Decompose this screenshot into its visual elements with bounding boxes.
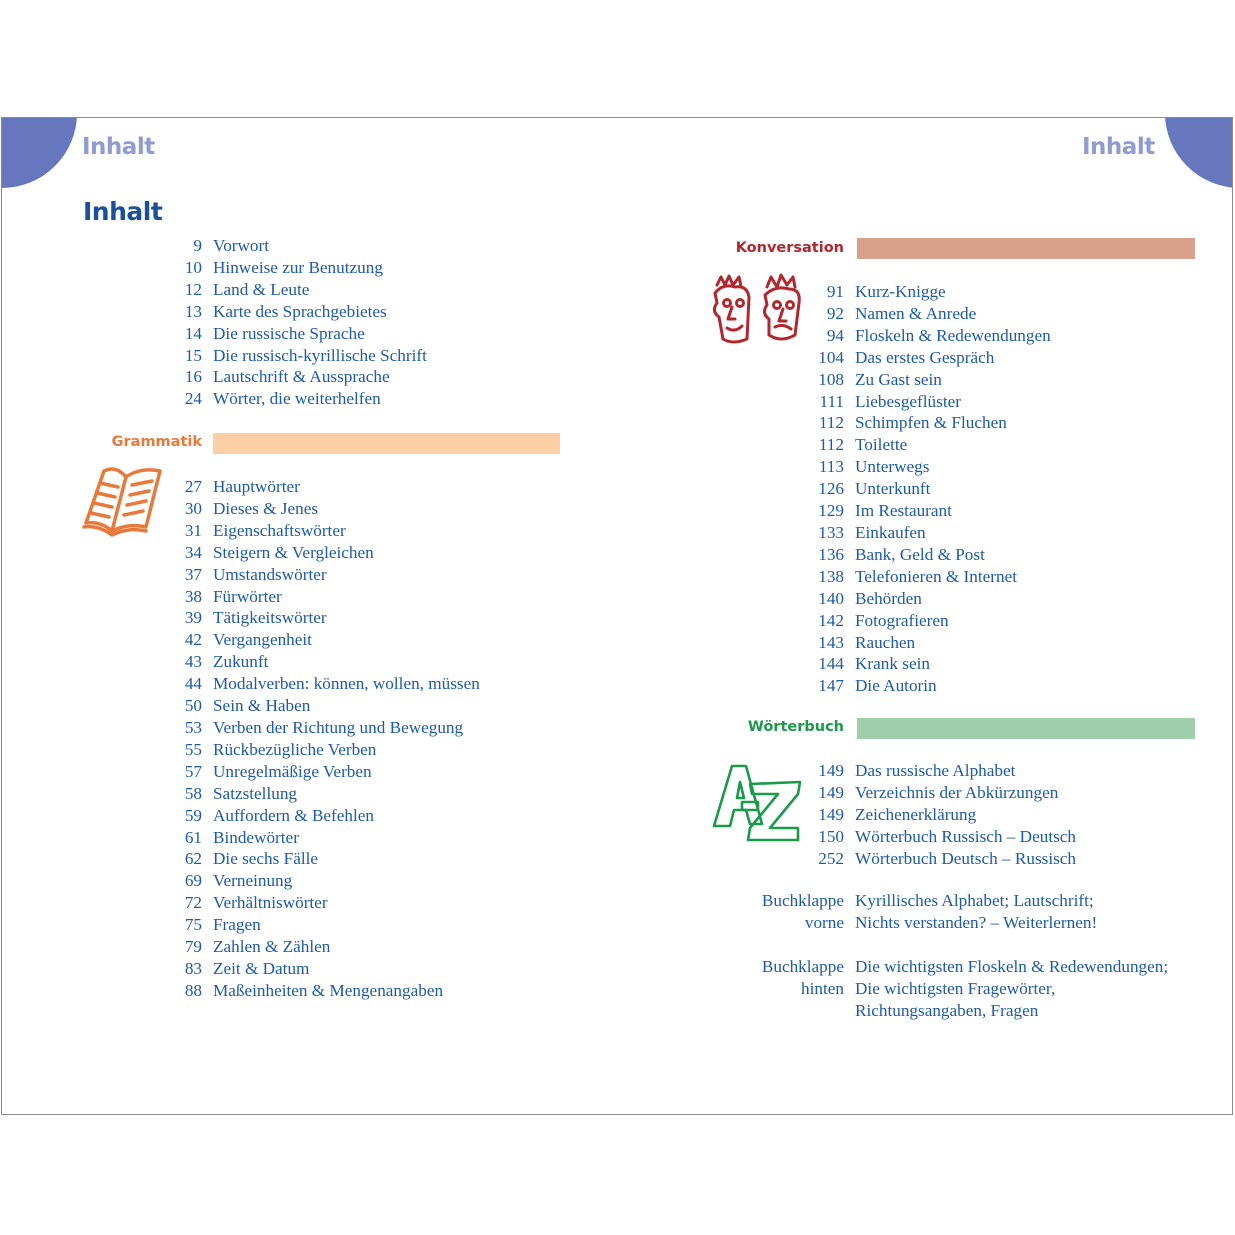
toc-page-number: 111 (819, 391, 844, 411)
toc-page-number: 129 (818, 501, 844, 521)
toc-entry[interactable] (2, 870, 480, 892)
toc-entry-title: Vorwort (213, 236, 270, 255)
toc-entry[interactable] (2, 303, 1051, 325)
woerterbuch-toc-list (2, 760, 1076, 870)
toc-page-number: 104 (818, 347, 844, 367)
toc-page-number: 142 (818, 610, 844, 630)
toc-entry-title: Land & Leute (213, 279, 310, 299)
toc-page-number: 144 (818, 654, 844, 674)
toc-page-number: 16 (184, 367, 202, 387)
toc-entry-title: Satzstellung (213, 783, 298, 803)
toc-entry-title: Krank sein (855, 654, 930, 674)
grammatik-label: Grammatik (111, 434, 202, 450)
toc-entry-title: Die russische Sprache (213, 323, 365, 343)
toc-entry-title: Umstandswörter (213, 564, 327, 584)
toc-entry-title: Steigern & Vergleichen (213, 542, 374, 562)
toc-entry-title: Im Restaurant (855, 501, 952, 521)
toc-page-number: 150 (818, 826, 844, 846)
toc-entry-title: Fragen (213, 915, 261, 935)
toc-entry-title: Unterwegs (855, 457, 930, 477)
toc-entry[interactable] (2, 675, 1051, 697)
flap-front-text-1: Kyrillisches Alphabet; Lautschrift; (855, 891, 1094, 910)
toc-entry-title: Behörden (855, 588, 922, 608)
toc-page-number: 37 (184, 564, 202, 584)
toc-entry-title: Das russische Alphabet (855, 761, 1016, 780)
toc-page-number: 53 (184, 717, 202, 737)
book-spread (1, 117, 1233, 1115)
toc-entry-title: Wörterbuch Deutsch – Russisch (855, 848, 1077, 868)
toc-entry[interactable] (2, 826, 1076, 848)
toc-page-number: 108 (818, 369, 844, 389)
toc-entry-title: Zu Gast sein (855, 369, 942, 389)
toc-page-number: 12 (184, 279, 202, 299)
toc-page-number: 75 (184, 915, 202, 935)
flap-back-text-1: Die wichtigsten Floskeln & Redewendungen; (855, 957, 1169, 976)
toc-page-number: 42 (184, 630, 202, 650)
toc-entry[interactable] (2, 566, 1051, 588)
toc-entry-title: Unregelmäßige Verben (213, 761, 372, 781)
toc-page-number: 9 (193, 236, 202, 255)
toc-page-number: 69 (184, 871, 202, 891)
toc-page-number: 10 (184, 257, 202, 277)
toc-page-number: 252 (818, 848, 844, 868)
toc-page-number: 83 (184, 958, 202, 978)
flap-back-text-2: Die wichtigsten Fragewörter, (855, 979, 1056, 998)
woerterbuch-label: Wörterbuch (747, 719, 844, 735)
flap-back-label-1: Buchklappe (761, 957, 844, 976)
toc-page-number: 138 (818, 566, 844, 586)
toc-entry-title: Zahlen & Zählen (213, 937, 331, 957)
toc-entry-title: Einkaufen (855, 522, 926, 542)
toc-entry-title: Auffordern & Befehlen (213, 805, 374, 825)
flap-front-text-2: Nichts verstanden? – Weiterlernen! (855, 913, 1098, 932)
toc-entry-title: Hinweise zur Benutzung (213, 257, 383, 277)
toc-entry-title: Zeichenerklärung (855, 804, 977, 824)
toc-entry-title: Die sechs Fälle (213, 849, 319, 869)
toc-page-number: 31 (184, 520, 202, 540)
toc-entry-title: Liebesgeflüster (855, 391, 961, 411)
toc-entry-title: Unterkunft (855, 479, 931, 499)
corner-tab-left (1, 117, 77, 188)
toc-page-number: 140 (818, 588, 844, 608)
flap-front-label-1: Buchklappe (761, 891, 844, 910)
toc-entry-title: Maßeinheiten & Mengenangaben (213, 980, 444, 1000)
konversation-toc-list (2, 281, 1051, 697)
toc-page-number: 27 (184, 477, 202, 496)
toc-entry[interactable] (2, 500, 1051, 522)
toc-entry-title: Floskeln & Redewendungen (855, 325, 1051, 345)
toc-page-number: 30 (184, 498, 202, 518)
toc-entry-title: Telefonieren & Internet (855, 566, 1017, 586)
toc-entry-title: Zukunft (213, 652, 269, 672)
running-header-right: Inhalt (1082, 134, 1155, 160)
toc-entry-title: Sein & Haben (213, 696, 311, 716)
corner-tab-right (1165, 117, 1233, 188)
page-title: Inhalt (83, 197, 163, 226)
toc-page-number: 88 (184, 980, 202, 1000)
toc-entry[interactable] (2, 739, 480, 761)
toc-entry-title: Tätigkeitswörter (213, 608, 327, 628)
toc-page-number: 55 (184, 739, 202, 759)
toc-page-number: 112 (818, 413, 844, 433)
toc-page-number: 24 (184, 389, 202, 409)
flap-front-label-2: vorne (804, 913, 844, 932)
toc-page-number: 147 (818, 676, 844, 696)
toc-entry-title: Bindewörter (213, 827, 299, 847)
konversation-bar (857, 238, 1195, 259)
woerterbuch-bar (857, 718, 1195, 739)
toc-entry[interactable] (2, 281, 1051, 303)
toc-entry-title: Das erstes Gespräch (855, 347, 995, 367)
toc-page-number: 59 (184, 805, 202, 825)
toc-entry[interactable] (2, 760, 1076, 782)
toc-page-number: 43 (184, 652, 202, 672)
toc-entry-title: Die russisch-kyrillische Schrift (213, 345, 427, 365)
toc-entry[interactable] (2, 653, 1051, 675)
toc-page-number: 91 (826, 282, 844, 301)
toc-page-number: 62 (184, 849, 202, 869)
toc-entry-title: Verzeichnis der Abkürzungen (855, 782, 1059, 802)
toc-entry[interactable] (2, 610, 1051, 632)
toc-entry[interactable] (2, 588, 1051, 610)
toc-entry-title: Verneinung (213, 871, 293, 891)
toc-entry-title: Eigenschaftswörter (213, 520, 346, 540)
toc-entry[interactable] (2, 369, 1051, 391)
toc-entry-title: Lautschrift & Aussprache (213, 367, 390, 387)
toc-entry-title: Wörter, die weiterhelfen (213, 389, 381, 409)
toc-page-number: 94 (826, 325, 844, 345)
toc-entry-title: Rauchen (855, 632, 916, 652)
toc-entry-title: Fürwörter (213, 586, 282, 606)
toc-page-number: 57 (184, 761, 202, 781)
toc-page-number: 149 (818, 782, 844, 802)
toc-entry[interactable] (2, 632, 1051, 654)
toc-entry-title: Dieses & Jenes (213, 498, 319, 518)
toc-entry-title: Verben der Richtung und Bewegung (213, 717, 464, 737)
toc-entry-title: Verhältniswörter (213, 893, 328, 913)
toc-entry[interactable] (2, 544, 1051, 566)
toc-entry-title: Die Autorin (855, 676, 937, 696)
toc-entry[interactable] (2, 936, 480, 958)
toc-entry-title: Karte des Sprachgebietes (213, 301, 387, 321)
toc-entry[interactable] (2, 456, 1051, 478)
toc-page-number: 79 (184, 937, 202, 957)
toc-page-number: 113 (818, 457, 844, 477)
toc-entry[interactable] (2, 347, 1051, 369)
toc-entry[interactable] (2, 782, 1076, 804)
toc-entry[interactable] (2, 434, 1051, 456)
toc-page-number: 126 (818, 479, 844, 499)
toc-page-number: 143 (818, 632, 844, 652)
toc-entry[interactable] (2, 257, 427, 279)
toc-page-number: 136 (818, 544, 844, 564)
toc-entry[interactable] (2, 804, 1076, 826)
toc-page-number: 38 (184, 586, 202, 606)
toc-entry-title: Toilette (855, 435, 908, 455)
toc-entry[interactable] (2, 391, 1051, 413)
toc-page-number: 15 (184, 345, 202, 365)
flap-back-label-2: hinten (801, 979, 844, 998)
toc-entry-title: Zeit & Datum (213, 958, 310, 978)
toc-page-number: 50 (184, 696, 202, 716)
toc-page-number: 39 (184, 608, 202, 628)
toc-entry[interactable] (2, 325, 1051, 347)
konversation-label: Konversation (735, 240, 844, 256)
toc-page-number: 133 (818, 522, 844, 542)
toc-page-number: 34 (184, 542, 202, 562)
toc-page-number: 13 (184, 301, 202, 321)
toc-entry[interactable] (2, 522, 1051, 544)
toc-entry-title: Namen & Anrede (855, 303, 977, 323)
toc-entry-title: Kurz-Knigge (855, 282, 946, 301)
toc-entry-title: Vergangenheit (213, 630, 312, 650)
toc-entry-title: Rückbezügliche Verben (213, 739, 377, 759)
toc-page-number: 92 (826, 303, 844, 323)
toc-page-number: 149 (818, 761, 844, 780)
toc-entry-title: Bank, Geld & Post (855, 544, 985, 564)
toc-entry[interactable] (2, 412, 1051, 434)
toc-entry-title: Hauptwörter (213, 477, 300, 496)
toc-entry-title: Wörterbuch Russisch – Deutsch (855, 826, 1077, 846)
toc-page-number: 61 (184, 827, 202, 847)
toc-page-number: 14 (184, 323, 202, 343)
toc-page-number: 112 (818, 435, 844, 455)
toc-entry[interactable] (2, 478, 1051, 500)
toc-page-number: 44 (184, 674, 202, 694)
toc-entry-title: Schimpfen & Fluchen (855, 413, 1007, 433)
toc-entry[interactable] (2, 695, 480, 717)
toc-entry-title: Modalverben: können, wollen, müssen (213, 674, 480, 694)
toc-page-number: 72 (184, 893, 202, 913)
toc-page-number: 58 (184, 783, 202, 803)
running-header-left: Inhalt (82, 134, 155, 160)
toc-entry[interactable] (2, 848, 1076, 870)
toc-page-number: 149 (818, 804, 844, 824)
flap-back-text-3: Richtungsangaben, Fragen (855, 1001, 1039, 1020)
toc-entry-title: Fotografieren (855, 610, 949, 630)
